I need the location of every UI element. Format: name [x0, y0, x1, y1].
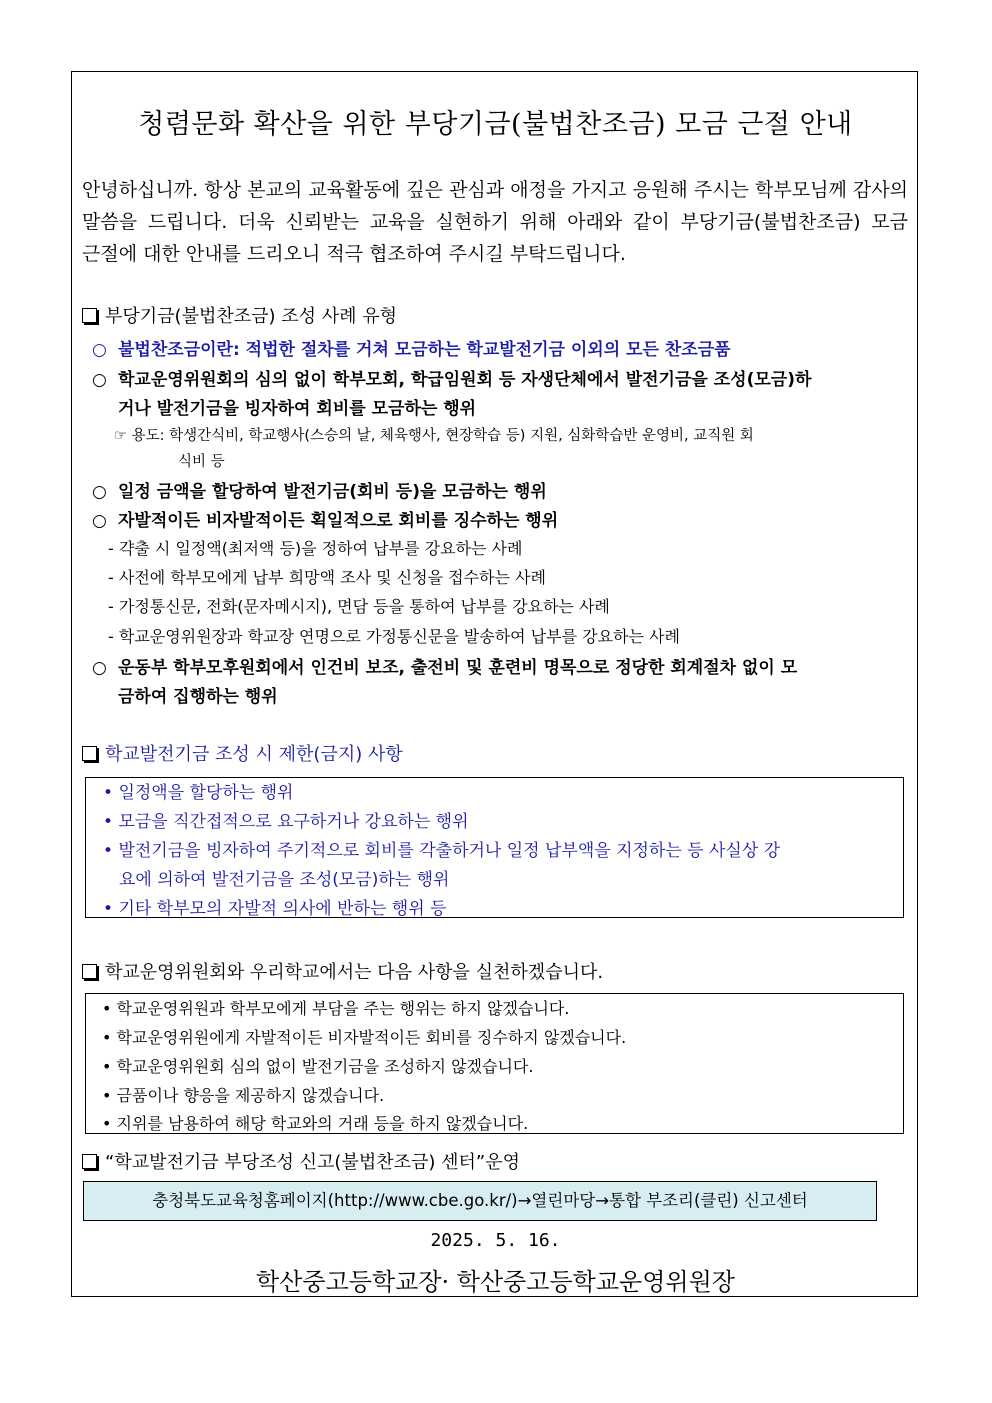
restriction-item — [103, 894, 446, 919]
restriction-item-text: 일정액을 할당하는 행위 — [118, 783, 294, 803]
usage-note-line2: 식비 등 — [178, 454, 225, 470]
circle-marker-icon: ○ — [92, 482, 107, 502]
circle-marker-icon: ○ — [92, 370, 107, 390]
bullet-icon: • — [102, 999, 112, 1018]
restriction-item-text: 발전기금을 빙자하여 주기적으로 회비를 각출하거나 일정 납부액을 지정하는 등 사실상 강 — [118, 841, 781, 861]
case-item-3-text: 자발적이든 비자발적이든 획일적으로 회비를 징수하는 행위 — [118, 511, 559, 531]
pledge-item — [102, 1054, 533, 1077]
case-item-4-line1: 운동부 학부모후원회에서 인건비 보조, 출전비 및 훈련비 명목으로 정당한 회계절차 없이 모 — [118, 658, 798, 678]
definition-item — [92, 335, 731, 360]
bullet-icon: • — [102, 1114, 112, 1133]
report-center-path: 충청북도교육청홈페이지(http://www.cbe.go.kr/)→열린마당→통합 부조리(클린) 신고센터 — [83, 1181, 877, 1221]
case-item-1 — [92, 365, 811, 390]
section3-heading — [82, 958, 603, 984]
section4-heading — [82, 1148, 520, 1174]
case-item-2-text: 일정 금액을 할당하여 발전기금(회비 등)을 모금하는 행위 — [118, 482, 547, 502]
case-sub-item: - 학교운영위원장과 학교장 연명으로 가정통신문을 발송하여 납부를 강요하는 사례 — [108, 627, 680, 646]
pledge-item-text: 학교운영위원에게 자발적이든 비자발적이든 회비를 징수하지 않겠습니다. — [116, 1028, 627, 1047]
bullet-icon: • — [102, 1057, 112, 1076]
signature: 학산중고등학교장· 학산중고등학교운영위원장 — [256, 1268, 735, 1296]
bullet-icon: • — [103, 841, 114, 861]
section4-heading-text: “학교발전기금 부당조성 신고(불법찬조금) 센터”운영 — [105, 1152, 521, 1173]
case-item-3 — [92, 506, 558, 531]
pointing-hand-icon: ☞ — [114, 428, 127, 444]
page-title: 청렴문화 확산을 위한 부당기금(불법찬조금) 모금 근절 안내 — [138, 109, 853, 140]
restriction-item-line2: 요에 의하여 발전기금을 조성(모금)하는 행위 — [119, 870, 450, 890]
checkbox-square-icon — [82, 964, 97, 979]
case-item-1-line2: 거나 발전기금을 빙자하여 회비를 모금하는 행위 — [118, 399, 477, 419]
usage-note — [114, 424, 754, 445]
section2-heading-text: 학교발전기금 조성 시 제한(금지) 사항 — [105, 744, 403, 765]
restriction-item — [103, 807, 469, 832]
pledge-item — [102, 1025, 626, 1048]
case-sub-item: - 사전에 학부모에게 납부 희망액 조사 및 신청을 접수하는 사례 — [108, 568, 546, 587]
pledge-item-text: 학교운영위원회 심의 없이 발전기금을 조성하지 않겠습니다. — [116, 1057, 534, 1076]
checkbox-square-icon — [82, 308, 97, 323]
pledge-item-text: 학교운영위원과 학부모에게 부담을 주는 행위는 하지 않겠습니다. — [116, 999, 570, 1018]
restriction-item-text: 기타 학부모의 자발적 의사에 반하는 행위 등 — [118, 899, 447, 919]
pledges-box — [85, 993, 904, 1134]
pledge-item-text: 금품이나 향응을 제공하지 않겠습니다. — [116, 1086, 385, 1105]
case-sub-item: - 갹출 시 일정액(최저액 등)을 정하여 납부를 강요하는 사례 — [108, 539, 523, 558]
case-item-1-line1: 학교운영위원회의 심의 없이 학부모회, 학급임원회 등 자생단체에서 발전기금을 조성(모금)하 — [118, 370, 812, 390]
case-item-4-line2: 금하여 집행하는 행위 — [118, 687, 278, 707]
bullet-icon: • — [103, 783, 114, 803]
definition-text: 불법찬조금이란: 적법한 절차를 거쳐 모금하는 학교발전기금 이외의 모든 찬조금품 — [118, 340, 731, 360]
case-sub-item: - 가정통신문, 전화(문자메시지), 면담 등을 통하여 납부를 강요하는 사례 — [108, 597, 610, 616]
restriction-item-text: 모금을 직간접적으로 요구하거나 강요하는 행위 — [118, 812, 469, 832]
circle-marker-icon: ○ — [92, 511, 107, 531]
issue-date: 2025. 5. 16. — [430, 1230, 561, 1251]
checkbox-square-icon — [82, 746, 97, 761]
pledge-item — [102, 1083, 384, 1106]
bullet-icon: • — [102, 1028, 112, 1047]
section3-heading-text: 학교운영위원회와 우리학교에서는 다음 사항을 실천하겠습니다. — [105, 962, 604, 983]
pledge-item — [102, 1111, 528, 1134]
case-item-4 — [92, 653, 797, 678]
intro-paragraph: 안녕하십니까. 항상 본교의 교육활동에 깊은 관심과 애정을 가지고 응원해 주시는 학부모님께 감사의 말씀을 드립니다. 더욱 신뢰받는 교육을 실현하기 위해 아래와 같이 부당기금(불법찬조금) 모금 근절에 대한 안내를 드리오니 적극 협조하여 주시길 부탁드립니다. — [82, 179, 908, 265]
bullet-icon: • — [102, 1086, 112, 1105]
bullet-icon: • — [103, 899, 114, 919]
section1-heading-text: 부당기금(불법찬조금) 조성 사례 유형 — [105, 306, 398, 327]
bullet-icon: • — [103, 812, 114, 832]
restriction-item — [103, 836, 780, 861]
checkbox-square-icon — [82, 1154, 97, 1169]
restrictions-box — [85, 777, 904, 918]
case-item-2 — [92, 477, 547, 502]
notice-frame — [71, 71, 918, 1297]
pledge-item — [102, 996, 569, 1019]
restriction-item — [103, 778, 293, 803]
circle-marker-icon: ○ — [92, 658, 107, 678]
circle-marker-icon: ○ — [92, 340, 107, 360]
pledge-item-text: 지위를 남용하여 해당 학교와의 거래 등을 하지 않겠습니다. — [116, 1114, 529, 1133]
section1-heading — [82, 302, 397, 328]
section2-heading — [82, 740, 403, 766]
usage-note-line1: 용도: 학생간식비, 학교행사(스승의 날, 체육행사, 현장학습 등) 지원, 심화학습반 운영비, 교직원 회 — [131, 428, 754, 444]
